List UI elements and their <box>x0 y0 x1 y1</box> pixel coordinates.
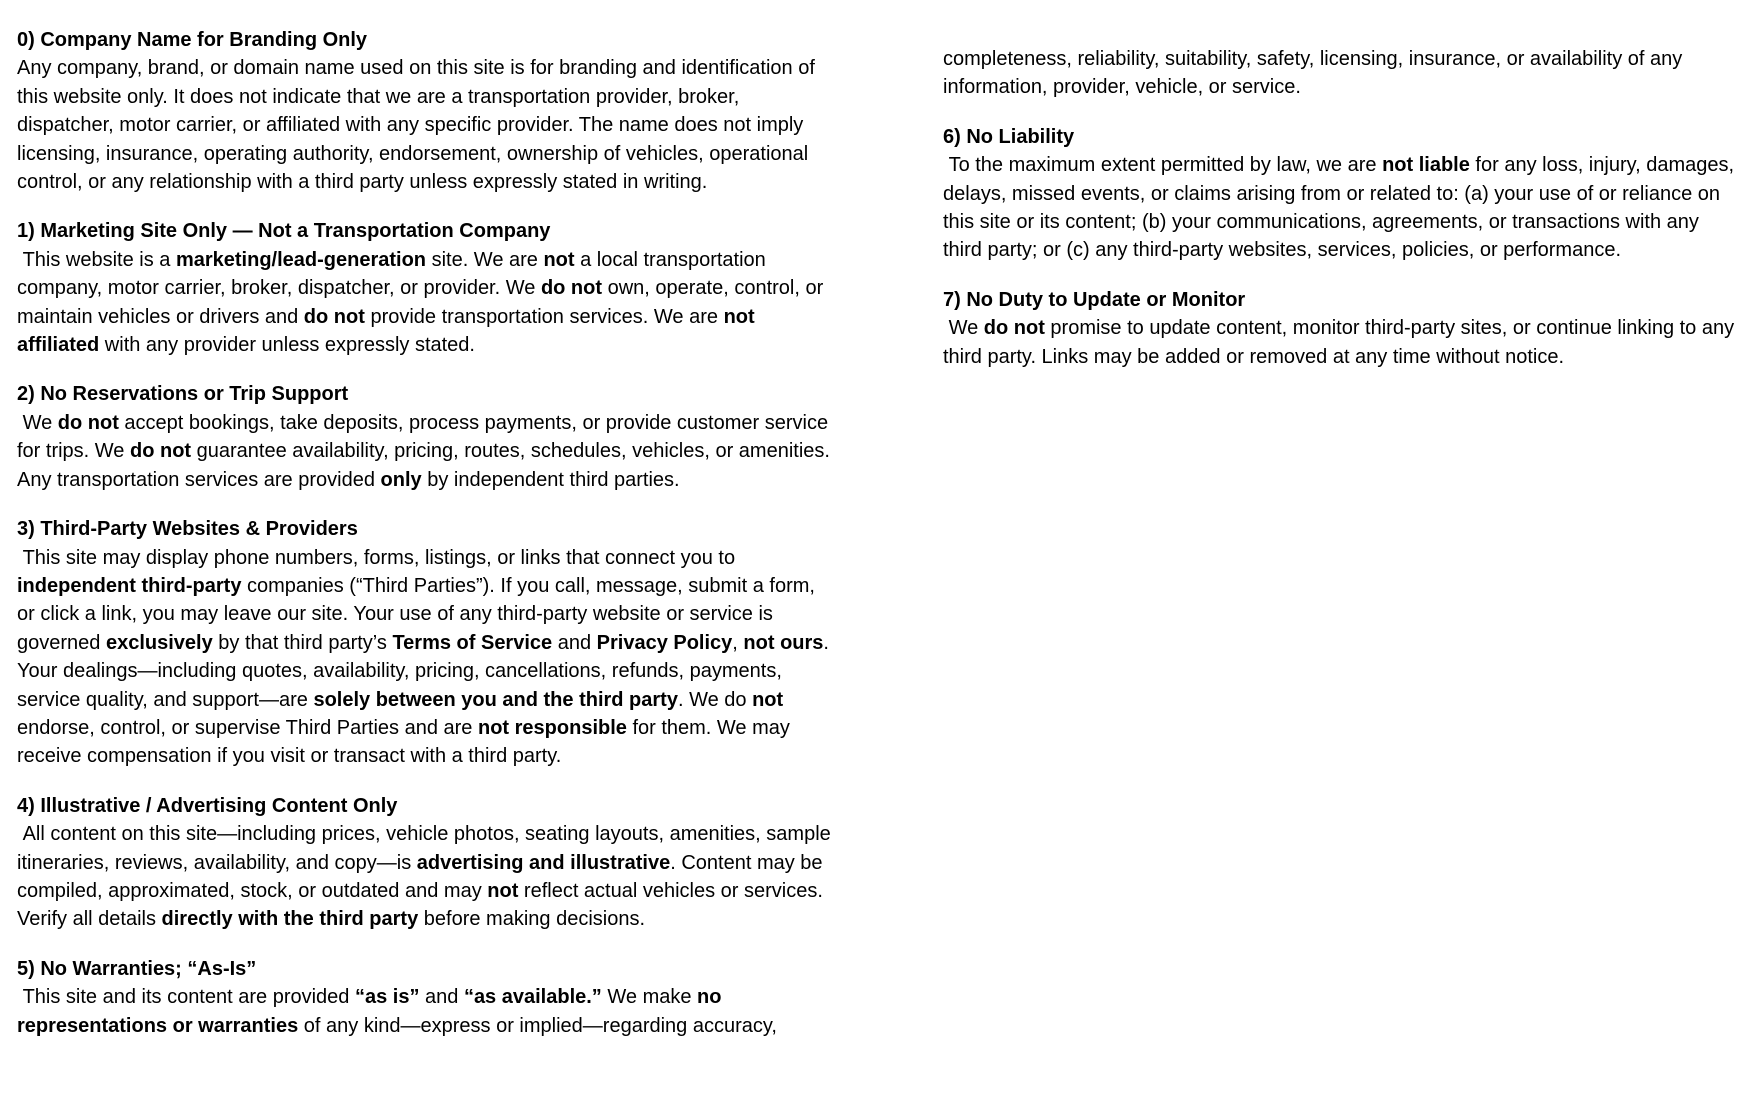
text-segment-bold: do not <box>130 440 192 463</box>
paragraph <box>943 314 1742 371</box>
text-segment: before making decisions. <box>418 908 646 931</box>
text-segment: completeness, reliability, suitability, safety, licensing, insurance, or availability of any information, provider, vehicle, or service. <box>943 48 1688 99</box>
text-segment: Any company, brand, or domain name used on this site is for branding and identification of this website only. It does not indicate that we are a transportation provider, broker, dispatcher, motor carrier, or affiliated with any specific provider. The name does not imply licensing, insurance, operating authority, endorsement, ownership of vehicles, operational control, or any relationship with a third party unless expressly stated in writing. <box>17 57 821 194</box>
paragraph <box>17 820 837 934</box>
text-segment: . Your dealings—including quotes, availability, pricing, cancellations, refunds, payments, service quality, and support—are <box>17 631 835 711</box>
text-segment-bold: solely between you and the third party <box>313 688 678 711</box>
paragraph <box>17 246 837 360</box>
text-segment-bold: not <box>752 688 784 711</box>
text-segment-bold: exclusively <box>105 631 213 654</box>
text-segment-bold: do not <box>303 305 365 328</box>
text-segment: by that third party’s <box>212 631 393 654</box>
column-right <box>943 26 1742 1113</box>
text-segment: with any provider unless expressly stated. <box>99 334 475 357</box>
text-segment-bold: do not <box>57 411 119 434</box>
text-segment: We make <box>601 986 698 1009</box>
paragraph <box>17 983 837 1040</box>
text-segment: of any kind—express or implied—regarding accuracy, <box>298 1014 777 1037</box>
text-segment: endorse, control, or supervise Third Parties and are <box>17 688 789 739</box>
paragraph <box>17 54 837 196</box>
text-segment-bold: not liable <box>1382 154 1470 177</box>
text-segment: . We do <box>677 688 753 711</box>
text-segment: We <box>943 317 984 340</box>
text-segment-bold: advertising and illustrative <box>416 851 671 874</box>
text-segment: This site may display phone numbers, forms, listings, or links that connect you to <box>17 546 741 569</box>
section <box>943 286 1742 371</box>
section <box>17 792 837 934</box>
paragraph <box>943 45 1742 102</box>
text-segment: companies (“Third Parties”). If you call, message, submit a form, or click a link, you may leave our site. Your use of any third-party website or service is governed <box>17 574 821 654</box>
text-segment: for them. We may receive compensation if you visit or transact with a third party. <box>17 716 796 768</box>
text-segment: a local transportation company, motor carrier, broker, dispatcher, or provider. We <box>17 248 772 300</box>
text-segment: This website is a <box>17 248 176 271</box>
section <box>943 45 1742 102</box>
section-heading: 7) No Duty to Update or Monitor <box>943 288 1246 311</box>
text-segment: To the maximum extent permitted by law, we are <box>943 154 1383 177</box>
section <box>17 515 837 771</box>
text-segment-bold: marketing/lead-generation <box>175 248 427 271</box>
text-segment-bold: Terms of Service <box>392 631 553 654</box>
text-segment: by independent third parties. <box>421 468 680 491</box>
paragraph <box>943 151 1742 265</box>
text-segment: provide transportation services. We are <box>364 305 724 328</box>
text-segment-bold: only <box>380 468 422 491</box>
text-segment-bold: not <box>487 879 519 902</box>
text-segment-bold: not affiliated <box>17 305 761 357</box>
text-segment-bold: directly with the third party <box>161 908 419 931</box>
text-segment: and <box>552 631 597 654</box>
text-segment-bold: Privacy Policy <box>596 631 733 654</box>
paragraph <box>17 409 837 494</box>
column-left <box>17 26 837 1113</box>
text-segment: All content on this site—including prices, vehicle photos, seating layouts, amenities, sample itineraries, reviews, availability, and copy—is <box>17 823 837 874</box>
text-segment: reflect actual vehicles or services. Verify all details <box>17 879 829 931</box>
section-heading: 3) Third-Party Websites & Providers <box>17 518 358 541</box>
text-segment: . Content may be compiled, approximated, stock, or outdated and may <box>17 851 829 902</box>
text-segment: own, operate, control, or maintain vehicles or drivers and <box>17 277 829 328</box>
text-segment-bold: “as is” <box>354 986 420 1009</box>
text-segment: site. We are <box>426 248 544 271</box>
text-segment-bold: not <box>543 248 575 271</box>
text-segment: accept bookings, take deposits, process payments, or provide customer service for trips. We <box>17 411 834 463</box>
section-heading: 6) No Liability <box>943 125 1075 148</box>
text-segment-bold: do not <box>983 317 1045 340</box>
section <box>17 955 837 1040</box>
text-segment-bold: not ours <box>743 631 824 654</box>
section <box>17 217 837 359</box>
section <box>943 123 1742 265</box>
text-segment-bold: not responsible <box>477 716 627 739</box>
text-segment: This site and its content are provided <box>17 986 355 1009</box>
section-heading: 1) Marketing Site Only — Not a Transportation Company <box>17 220 551 243</box>
section-heading: 0) Company Name for Branding Only <box>17 29 368 51</box>
text-segment: , <box>732 631 744 654</box>
paragraph <box>17 544 837 771</box>
text-segment-bold: no representations or warranties <box>17 986 728 1037</box>
text-segment: and <box>419 986 464 1009</box>
text-segment-bold: independent third-party <box>17 574 242 597</box>
text-segment: for any loss, injury, damages, delays, missed events, or claims arising from or related to: (a) your use of or reliance on this site or its content; (b) your communications, agreements, or transactions with any third party; or (c) any third-party websites, services, policies, or performance. <box>943 154 1740 262</box>
section-heading: 4) Illustrative / Advertising Content Only <box>17 794 398 817</box>
text-segment: promise to update content, monitor third-party sites, or continue linking to any third party. Links may be added or removed at any time without notice. <box>943 317 1740 368</box>
section-heading: 5) No Warranties; “As-Is” <box>17 957 257 980</box>
section-heading: 2) No Reservations or Trip Support <box>17 383 349 406</box>
text-segment-bold: “as available.” <box>463 986 602 1009</box>
section <box>17 380 837 494</box>
text-segment: We <box>17 411 58 434</box>
text-segment: guarantee availability, pricing, routes, schedules, vehicles, or amenities. Any transportation services are provided <box>17 440 835 491</box>
section <box>17 26 837 196</box>
text-segment-bold: do not <box>540 277 603 300</box>
